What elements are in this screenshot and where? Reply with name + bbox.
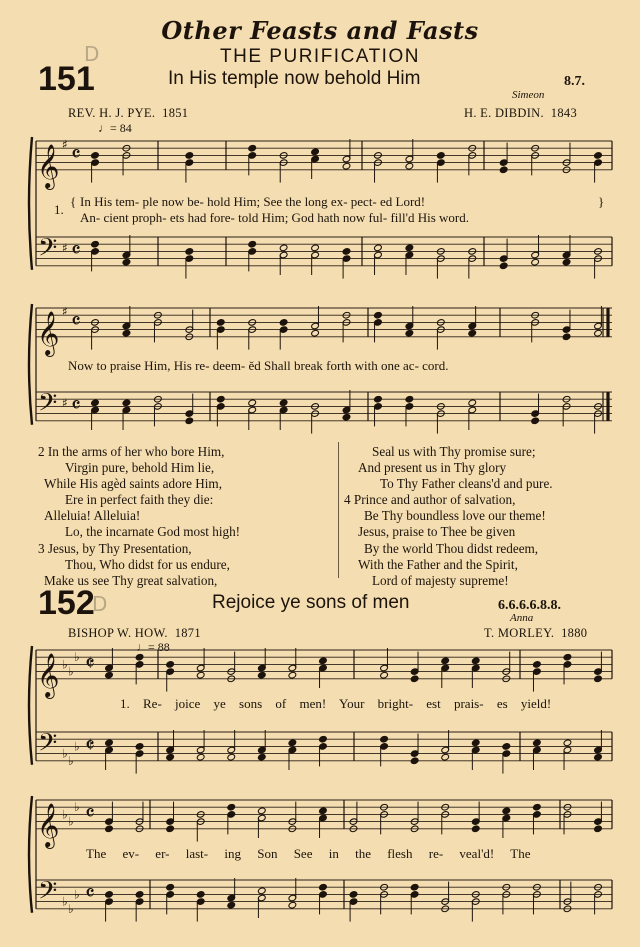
- note-head: [319, 657, 328, 665]
- note-head: [166, 883, 175, 891]
- hymn-151-lyric-brace-right: }: [598, 194, 605, 209]
- note-head: [166, 753, 175, 761]
- time-signature-icon: 𝄴: [71, 393, 81, 419]
- treble-clef-icon: 𝄞: [37, 802, 60, 847]
- hymn-152-tune-name: Anna: [510, 612, 534, 624]
- note-head: [248, 399, 257, 407]
- note-head: [502, 743, 511, 751]
- note-head: [319, 807, 328, 815]
- note-head: [105, 671, 114, 679]
- note-head: [594, 329, 603, 337]
- hymn-151-author: REV. H. J. PYE. 1851: [68, 106, 189, 120]
- note-head: [410, 883, 419, 891]
- note-head: [405, 244, 414, 252]
- sharp-sign-icon: ♯: [62, 304, 68, 319]
- note-head: [196, 671, 205, 679]
- system-brace: [29, 137, 32, 270]
- note-head: [135, 891, 144, 899]
- verse-line: Alleluia! Alleluia!: [44, 508, 141, 524]
- time-signature-icon: 𝄴: [71, 309, 81, 335]
- hymn-152-tempo: ♩= 88: [136, 640, 170, 654]
- verse-line: Make us see Thy great salvation,: [44, 572, 218, 588]
- note-head: [311, 244, 320, 252]
- time-signature-icon: 𝄴: [71, 142, 81, 168]
- verse-line: 4 Prince and author of salvation,: [344, 492, 516, 508]
- note-head: [91, 240, 100, 248]
- verse-line: By the world Thou didst redeem,: [364, 540, 539, 556]
- hymn-151-title: In His temple now behold Him: [168, 68, 421, 89]
- note-head: [533, 803, 542, 811]
- bass-clef-icon: 𝄢: [38, 728, 58, 764]
- hymn-152-meter: 6.6.6.6.8.8.: [498, 598, 561, 613]
- note-head: [502, 807, 511, 815]
- flat-sign-icon: ♭: [74, 800, 80, 815]
- note-head: [468, 399, 477, 407]
- hymn-151-lyric-brace-left: {: [70, 194, 77, 209]
- note-head: [374, 244, 383, 252]
- time-signature-icon: 𝄴: [71, 238, 81, 264]
- flat-sign-icon: ♭: [62, 894, 68, 909]
- hymn-152-lyric-line-1: 1. Re- joice ye sons of men! Your bright- est prais- es yield!: [120, 696, 552, 711]
- note-head: [441, 753, 450, 761]
- note-head: [311, 329, 320, 337]
- note-head: [135, 653, 144, 661]
- verse-line: 3 Jesus, by Thy Presentation,: [38, 540, 192, 556]
- note-head: [342, 413, 351, 421]
- flat-sign-icon: ♭: [62, 807, 68, 822]
- note-head: [258, 753, 267, 761]
- note-head: [288, 901, 297, 909]
- note-head: [499, 166, 508, 174]
- system-brace: [29, 796, 32, 913]
- note-head: [227, 901, 236, 909]
- note-head: [122, 258, 131, 266]
- staff: [36, 237, 612, 266]
- note-head: [279, 244, 288, 252]
- verse-line: Virgin pure, behold Him lie,: [65, 460, 215, 476]
- note-head: [258, 671, 267, 679]
- note-head: [166, 661, 175, 669]
- note-head: [380, 735, 389, 743]
- verse-line: With the Father and the Spirit,: [358, 556, 518, 572]
- section-header: Other Feasts and Fasts: [161, 16, 479, 45]
- note-head: [374, 311, 383, 319]
- note-head: [288, 671, 297, 679]
- note-head: [258, 887, 267, 895]
- hymn-151-pencil-mark: D: [84, 42, 100, 66]
- subsection-header: THE PURIFICATION: [220, 46, 420, 67]
- hymn-151-tune-name: Simeon: [512, 89, 545, 101]
- flat-sign-icon: ♭: [68, 753, 74, 768]
- hymn-152-number: 152: [38, 584, 95, 622]
- note-head: [410, 757, 419, 765]
- sharp-sign-icon: ♯: [62, 240, 68, 255]
- treble-clef-icon: 𝄞: [37, 652, 60, 697]
- note-head: [279, 399, 288, 407]
- system-brace: [29, 646, 32, 765]
- verse-line: Lord of majesty supreme!: [372, 572, 509, 588]
- bass-clef-icon: 𝄢: [38, 876, 58, 912]
- sharp-sign-icon: ♯: [62, 395, 68, 410]
- verse-line: Seal us with Thy promise sure;: [372, 444, 536, 459]
- note-head: [248, 144, 257, 152]
- flat-sign-icon: ♭: [68, 901, 74, 916]
- flat-sign-icon: ♭: [74, 887, 80, 902]
- note-head: [248, 240, 257, 248]
- hymn-151-tempo: ♩= 84: [98, 121, 132, 135]
- note-head: [441, 657, 450, 665]
- note-head: [468, 329, 477, 337]
- verse-line: Be Thy boundless love our theme!: [364, 508, 546, 524]
- flat-sign-icon: ♭: [68, 814, 74, 829]
- staff: [36, 650, 612, 679]
- note-head: [227, 803, 236, 811]
- note-head: [562, 333, 571, 341]
- note-head: [105, 891, 114, 899]
- note-head: [279, 319, 288, 327]
- note-head: [91, 399, 100, 407]
- hymn-152-composer: T. MORLEY. 1880: [484, 626, 588, 640]
- note-head: [533, 739, 542, 747]
- note-head: [563, 739, 572, 747]
- note-head: [405, 329, 414, 337]
- note-head: [533, 661, 542, 669]
- system-brace: [29, 304, 32, 425]
- note-head: [105, 825, 114, 833]
- hymn-152-lyric-line-2: The ev- er- last- ing Son See in the flesh re- veal'd! The: [86, 846, 531, 861]
- note-head: [122, 329, 131, 337]
- note-head: [216, 319, 225, 327]
- treble-clef-icon: 𝄞: [37, 310, 60, 355]
- hymn-152-pencil-mark: D: [92, 592, 108, 616]
- note-head: [471, 739, 480, 747]
- hymn-151-number: 151: [38, 60, 95, 98]
- note-head: [471, 657, 480, 665]
- note-head: [122, 399, 131, 407]
- note-head: [319, 883, 328, 891]
- note-head: [288, 739, 297, 747]
- note-head: [196, 753, 205, 761]
- verse-line: Thou, Who didst for us endure,: [65, 556, 230, 572]
- flat-sign-icon: ♭: [74, 739, 80, 754]
- note-head: [405, 162, 414, 170]
- hymn-151-lyric-line-1b: An- cient proph- ets had fore- told Him; God hath now ful- fill'd His word.: [80, 210, 470, 225]
- note-head: [342, 248, 351, 256]
- note-head: [562, 258, 571, 266]
- note-head: [349, 891, 358, 899]
- hymn-151-lyric-line-2: Now to praise Him, His re- deem- ěd Shall break forth with one ac- cord.: [68, 358, 449, 373]
- note-head: [216, 395, 225, 403]
- time-signature-icon: 𝄵: [85, 733, 95, 759]
- note-head: [594, 152, 603, 160]
- note-head: [405, 395, 414, 403]
- hymn-151-meter: 8.7.: [564, 74, 585, 89]
- verse-line: 2 In the arms of her who bore Him,: [38, 444, 225, 459]
- sharp-sign-icon: ♯: [62, 137, 68, 152]
- note-head: [563, 653, 572, 661]
- note-head: [531, 258, 540, 266]
- note-head: [319, 735, 328, 743]
- hymn-151-verse-number: 1.: [54, 202, 64, 217]
- time-signature-icon: 𝄴: [85, 881, 95, 907]
- bass-clef-icon: 𝄢: [38, 388, 58, 424]
- bass-clef-icon: 𝄢: [38, 233, 58, 269]
- note-head: [258, 807, 267, 815]
- verse-line: Jesus, praise to Thee be given: [358, 524, 516, 540]
- note-head: [166, 825, 175, 833]
- note-head: [437, 152, 446, 160]
- staff: [36, 392, 612, 421]
- verse-line: Lo, the incarnate God most high!: [65, 524, 241, 540]
- treble-clef-icon: 𝄞: [37, 143, 60, 188]
- verse-line: And present us in Thy glory: [358, 460, 507, 476]
- flat-sign-icon: ♭: [62, 746, 68, 761]
- note-head: [185, 248, 194, 256]
- note-head: [531, 417, 540, 425]
- hymn-152-title: Rejoice ye sons of men: [212, 592, 410, 613]
- time-signature-icon: 𝄴: [85, 801, 95, 827]
- hymn-152-author: BISHOP W. HOW. 1871: [68, 626, 201, 640]
- note-head: [594, 675, 603, 683]
- note-head: [594, 825, 603, 833]
- note-head: [105, 739, 114, 747]
- note-head: [471, 825, 480, 833]
- note-head: [185, 152, 194, 160]
- time-signature-icon: 𝄵: [85, 651, 95, 677]
- hymn-151-lyric-line-1a: In His tem- ple now be- hold Him; See the long ex- pect- ed Lord!: [80, 194, 426, 209]
- note-head: [374, 395, 383, 403]
- note-head: [499, 262, 508, 270]
- flat-sign-icon: ♭: [68, 664, 74, 679]
- verse-line: To Thy Father cleans'd and pure.: [380, 476, 553, 492]
- flat-sign-icon: ♭: [74, 650, 80, 665]
- note-head: [342, 162, 351, 170]
- note-head: [227, 753, 236, 761]
- hymn-151-composer: H. E. DIBDIN. 1843: [464, 106, 577, 120]
- note-head: [196, 891, 205, 899]
- note-head: [594, 753, 603, 761]
- note-head: [311, 148, 320, 156]
- staff: [36, 800, 612, 829]
- verse-line: Ere in perfect faith they die:: [65, 492, 214, 508]
- note-head: [380, 671, 389, 679]
- note-head: [185, 417, 194, 425]
- flat-sign-icon: ♭: [62, 657, 68, 672]
- staff: [36, 308, 612, 337]
- note-head: [410, 675, 419, 683]
- verse-line: While His agèd saints adore Him,: [44, 476, 222, 492]
- note-head: [91, 152, 100, 160]
- note-head: [135, 743, 144, 751]
